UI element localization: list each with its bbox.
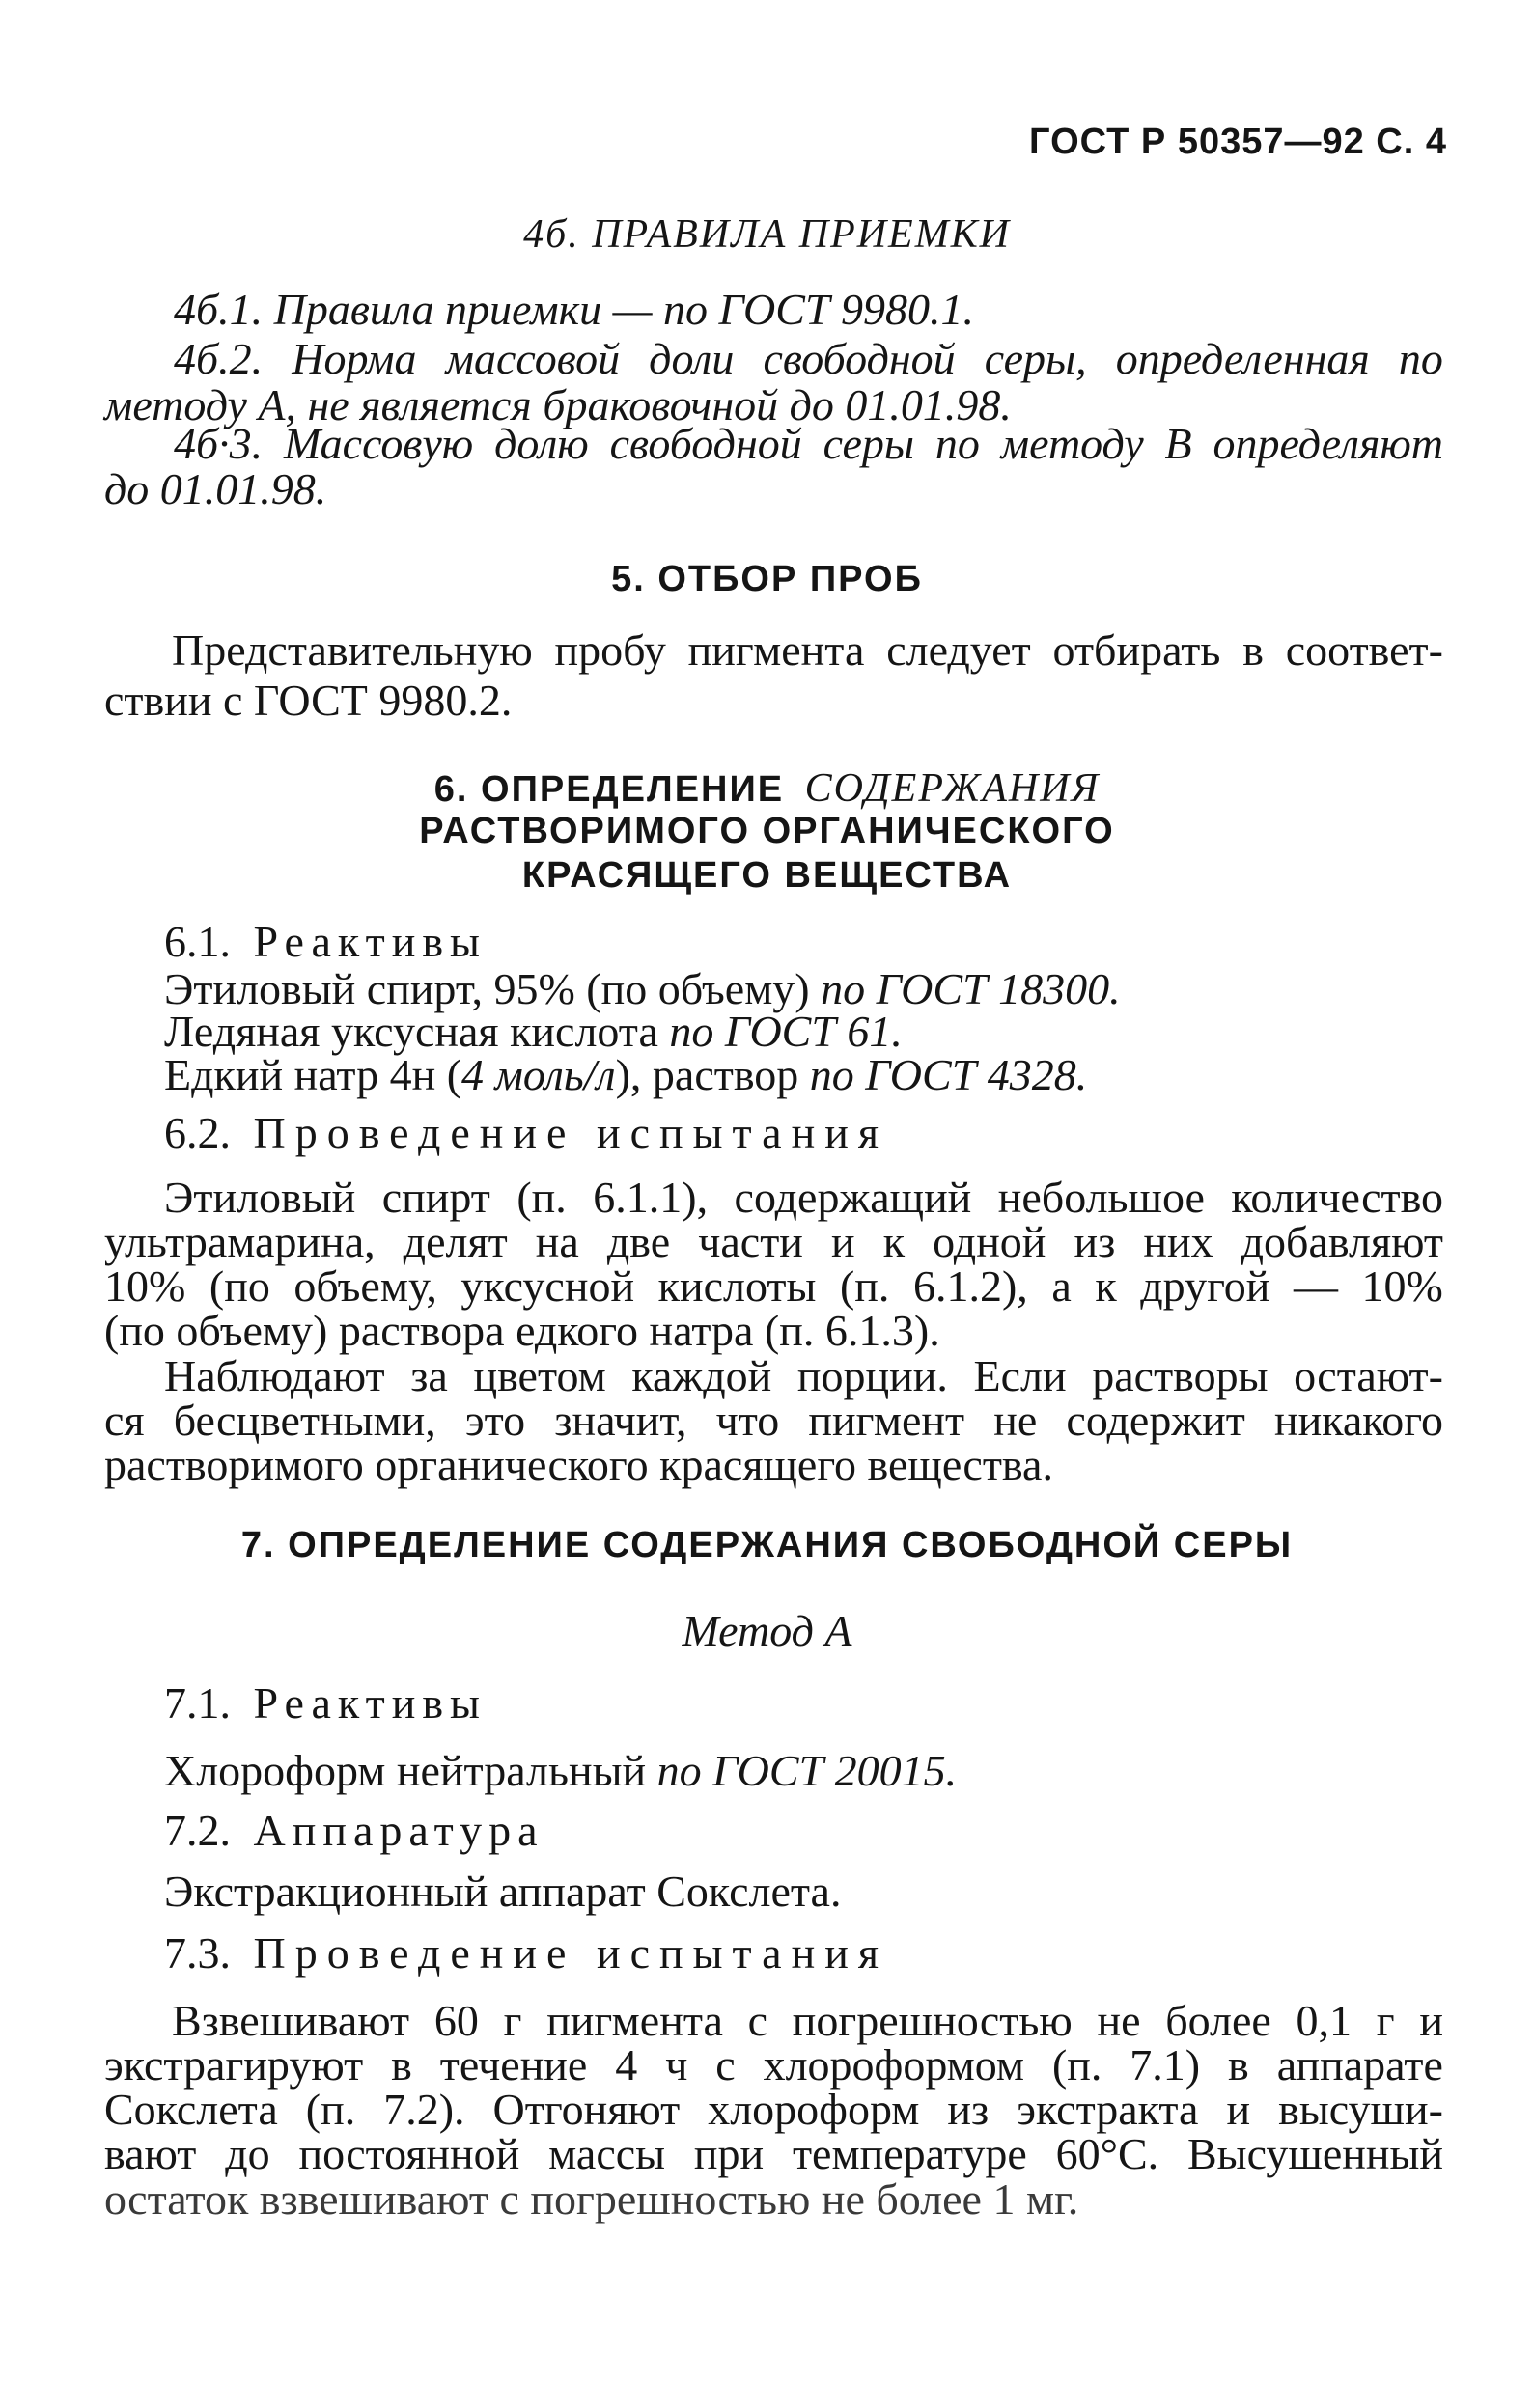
word: кислоты xyxy=(657,1261,817,1311)
section-5-title: 5. ОТБОР ПРОБ xyxy=(611,559,923,599)
word: при xyxy=(693,2129,765,2178)
word: температуре xyxy=(792,2129,1027,2178)
word: (п. xyxy=(516,1173,567,1222)
reagent-6-1-2 xyxy=(164,1007,903,1056)
word: за xyxy=(410,1351,448,1400)
para-4b-2-line2: методу А, не является браковочной до 01.01.98. xyxy=(104,380,1012,429)
word: (по xyxy=(209,1261,270,1311)
word: количество xyxy=(1231,1173,1443,1222)
word: порции. xyxy=(796,1351,948,1400)
word: на xyxy=(535,1217,579,1266)
word: массы xyxy=(548,2129,666,2178)
word: остают- xyxy=(1294,1351,1443,1400)
word: течение xyxy=(439,2040,588,2090)
subsection-6-1-heading xyxy=(164,917,487,966)
word: и xyxy=(831,1217,855,1266)
word: растворы xyxy=(1092,1351,1269,1400)
word: соответ- xyxy=(1285,625,1443,675)
word: содержащий xyxy=(734,1173,972,1222)
word: Сокслета xyxy=(104,2085,278,2134)
word: массовой xyxy=(445,334,621,383)
reagent-6-1-3-text: Едкий натр 4н ( xyxy=(164,1050,462,1099)
reagent-6-1-1-text: Этиловый спирт, 95% (по объему) xyxy=(164,964,810,1013)
para-7-3-line4 xyxy=(104,2129,1443,2178)
word: Высушенный xyxy=(1187,2129,1443,2178)
subsection-6-2-heading xyxy=(164,1108,888,1157)
word: пигмент xyxy=(808,1396,965,1445)
method-a-label: Метод А xyxy=(682,1606,852,1655)
section-5-line2: ствии с ГОСТ 9980.2. xyxy=(104,676,513,725)
word: 6.1.1), xyxy=(593,1173,709,1222)
para-7-3-line5: остаток взвешивают с погрешностью не более 1 мг. xyxy=(104,2174,1079,2224)
section-6-title-line2: РАСТВОРИМОГО ОРГАНИЧЕСКОГО xyxy=(419,811,1115,851)
word: них xyxy=(1143,1217,1213,1266)
word: Этиловый xyxy=(164,1173,356,1222)
word: пигмента xyxy=(687,625,865,675)
word: части xyxy=(698,1217,803,1266)
para-4b-1: 4б.1. Правила приемки — по ГОСТ 9980.1. xyxy=(174,285,975,334)
word: в xyxy=(391,2040,412,2090)
word: добавляют xyxy=(1241,1217,1443,1266)
word: спирт xyxy=(381,1173,490,1222)
para-6-2-a-line4: (по объему) раствора едкого натра (п. 6.1.3). xyxy=(104,1306,940,1355)
word: пигмента xyxy=(546,1996,723,2045)
word: до xyxy=(225,2129,270,2178)
word: 60 xyxy=(433,1996,479,2045)
subsection-6-1-title: Реактивы xyxy=(253,917,487,966)
word: и xyxy=(1419,1996,1443,2045)
word: 7.2). xyxy=(383,2085,465,2134)
word: Норма xyxy=(292,334,417,383)
word: не xyxy=(1097,1996,1141,2045)
word: с xyxy=(715,2040,736,2090)
section-6-title-num: 6. ОПРЕДЕЛЕНИЕ xyxy=(433,769,785,810)
reagent-7-1-1-standard: по ГОСТ 20015. xyxy=(656,1746,958,1795)
para-6-2-a-line3 xyxy=(104,1261,1443,1311)
word: погрешностью xyxy=(792,1996,1073,2045)
word: ч xyxy=(665,2040,688,2090)
document-reference: ГОСТ Р 50357—92 С. 4 xyxy=(1029,122,1447,162)
section-6-title-word: СОДЕРЖАНИЯ xyxy=(804,766,1101,811)
word: 4б.2. xyxy=(174,334,264,383)
word: объему, xyxy=(293,1261,437,1311)
word: делят xyxy=(403,1217,508,1266)
subsection-6-1-num: 6.1. xyxy=(164,917,231,966)
word: 0,1 xyxy=(1296,1996,1353,2045)
word: одной xyxy=(933,1217,1046,1266)
word: в xyxy=(1228,2040,1249,2090)
para-6-2-b-line3: растворимого органического красящего вещества. xyxy=(104,1440,1053,1489)
word: экстракта xyxy=(1017,2085,1199,2134)
word: высуши- xyxy=(1278,2085,1443,2134)
word: (п. xyxy=(839,1261,890,1311)
word: определяют xyxy=(1213,419,1443,468)
word: 7.1) xyxy=(1130,2040,1201,2090)
reagent-7-1-1 xyxy=(164,1746,958,1795)
para-6-2-b-line1 xyxy=(164,1351,1443,1400)
word: доли xyxy=(649,334,735,383)
subsection-7-3-heading xyxy=(164,1928,888,1978)
word: 4 xyxy=(615,2040,638,2090)
para-4b-3-line1 xyxy=(174,419,1443,468)
word: экстрагируют xyxy=(104,2040,364,2090)
word: и xyxy=(1226,2085,1251,2134)
word: в xyxy=(1242,625,1264,675)
word: по xyxy=(1398,334,1443,383)
word: к xyxy=(882,1217,906,1266)
word: определенная xyxy=(1115,334,1370,383)
section-6-title-line1 xyxy=(0,764,1534,809)
word: вают xyxy=(104,2129,197,2178)
word: к xyxy=(1095,1261,1117,1311)
word: каждой xyxy=(631,1351,772,1400)
word: из xyxy=(947,2085,990,2134)
word: никакого xyxy=(1273,1396,1443,1445)
word: значит, xyxy=(554,1396,687,1445)
word: что xyxy=(715,1396,780,1445)
word: небольшое xyxy=(997,1173,1205,1222)
subsection-7-3-title: Проведение испытания xyxy=(253,1928,888,1978)
reagent-6-1-3-text2: ), раствор xyxy=(615,1050,799,1099)
word: постоянной xyxy=(298,2129,520,2178)
word: г xyxy=(503,1996,522,2045)
subsection-6-2-title: Проведение испытания xyxy=(253,1108,888,1157)
word: ся xyxy=(104,1396,145,1445)
subsection-7-1-heading xyxy=(164,1678,487,1728)
subsection-7-1-title: Реактивы xyxy=(253,1678,487,1728)
subsection-7-3-num: 7.3. xyxy=(164,1928,231,1978)
word: из xyxy=(1074,1217,1116,1266)
word: а xyxy=(1051,1261,1072,1311)
para-4b-2-line1 xyxy=(174,334,1443,383)
word: свободной xyxy=(609,419,802,468)
word: ультрамарина, xyxy=(104,1217,376,1266)
word: 10% xyxy=(104,1261,186,1311)
subsection-7-2-num: 7.2. xyxy=(164,1806,231,1855)
reagent-6-1-1 xyxy=(164,964,1121,1013)
word: Представительную xyxy=(172,625,533,675)
word: отбирать xyxy=(1052,625,1221,675)
word: по xyxy=(934,419,980,468)
word: методу xyxy=(1000,419,1144,468)
para-7-3-line2 xyxy=(104,2040,1443,2090)
word: другой xyxy=(1140,1261,1270,1311)
section-5-line1 xyxy=(172,625,1443,675)
subsection-6-2-num: 6.2. xyxy=(164,1108,231,1157)
section-4b-title: 4б. ПРАВИЛА ПРИЕМКИ xyxy=(523,212,1011,257)
reagent-6-1-3-molarity: 4 моль/л xyxy=(461,1050,616,1099)
subsection-7-1-num: 7.1. xyxy=(164,1678,231,1728)
word: с xyxy=(747,1996,768,2045)
word: г xyxy=(1376,1996,1395,2045)
word: хлороформ xyxy=(708,2085,920,2134)
word: более xyxy=(1165,1996,1271,2045)
para-4b-3-line2: до 01.01.98. xyxy=(104,464,327,513)
reagent-7-1-1-text: Хлороформ нейтральный xyxy=(164,1746,647,1795)
reagent-6-1-2-text: Ледяная уксусная кислота xyxy=(164,1007,658,1056)
word: 6.1.2), xyxy=(912,1261,1028,1311)
word: не xyxy=(993,1396,1038,1445)
word: следует xyxy=(886,625,1031,675)
word: содержит xyxy=(1066,1396,1245,1445)
word: хлороформом xyxy=(763,2040,1025,2090)
word: 10% xyxy=(1361,1261,1443,1311)
word: это xyxy=(464,1396,526,1445)
reagent-6-1-3 xyxy=(164,1050,1088,1099)
section-7-title: 7. ОПРЕДЕЛЕНИЕ СОДЕРЖАНИЯ СВОБОДНОЙ СЕРЫ xyxy=(240,1525,1294,1565)
word: две xyxy=(606,1217,671,1266)
word: (п. xyxy=(1051,2040,1102,2090)
word: бесцветными, xyxy=(173,1396,436,1445)
subsection-7-2-title: Аппаратура xyxy=(253,1806,544,1855)
word: серы xyxy=(823,419,915,468)
word: пробу xyxy=(554,625,666,675)
word: Массовую xyxy=(284,419,474,468)
section-6-title-line3: КРАСЯЩЕГО ВЕЩЕСТВА xyxy=(521,855,1013,896)
word: свободной xyxy=(763,334,956,383)
word: В xyxy=(1164,419,1192,468)
word: — xyxy=(1293,1261,1338,1311)
word: Отгоняют xyxy=(492,2085,681,2134)
word: серы, xyxy=(984,334,1087,383)
word: аппарате xyxy=(1276,2040,1443,2090)
reagent-6-1-2-standard: по ГОСТ 61. xyxy=(669,1007,903,1056)
para-7-3-line3 xyxy=(104,2085,1443,2134)
word: долю xyxy=(494,419,589,468)
para-6-2-b-line2 xyxy=(104,1398,1443,1443)
reagent-6-1-3-standard: по ГОСТ 4328. xyxy=(809,1050,1088,1099)
word: 4б·3. xyxy=(174,419,264,468)
word: уксусной xyxy=(460,1261,635,1311)
para-6-2-a-line2 xyxy=(104,1217,1443,1266)
apparatus-7-2-1: Экстракционный аппарат Сокслета. xyxy=(164,1867,842,1916)
subsection-7-2-heading xyxy=(164,1806,544,1855)
word: Взвешивают xyxy=(172,1996,410,2045)
para-7-3-line1 xyxy=(172,1996,1443,2045)
word: 60°С. xyxy=(1055,2129,1159,2178)
word: цветом xyxy=(473,1351,606,1400)
word: Наблюдают xyxy=(164,1351,385,1400)
para-6-2-a-line1 xyxy=(164,1173,1443,1222)
word: (п. xyxy=(305,2085,356,2134)
reagent-6-1-1-standard: по ГОСТ 18300. xyxy=(821,964,1121,1013)
word: Если xyxy=(973,1351,1067,1400)
